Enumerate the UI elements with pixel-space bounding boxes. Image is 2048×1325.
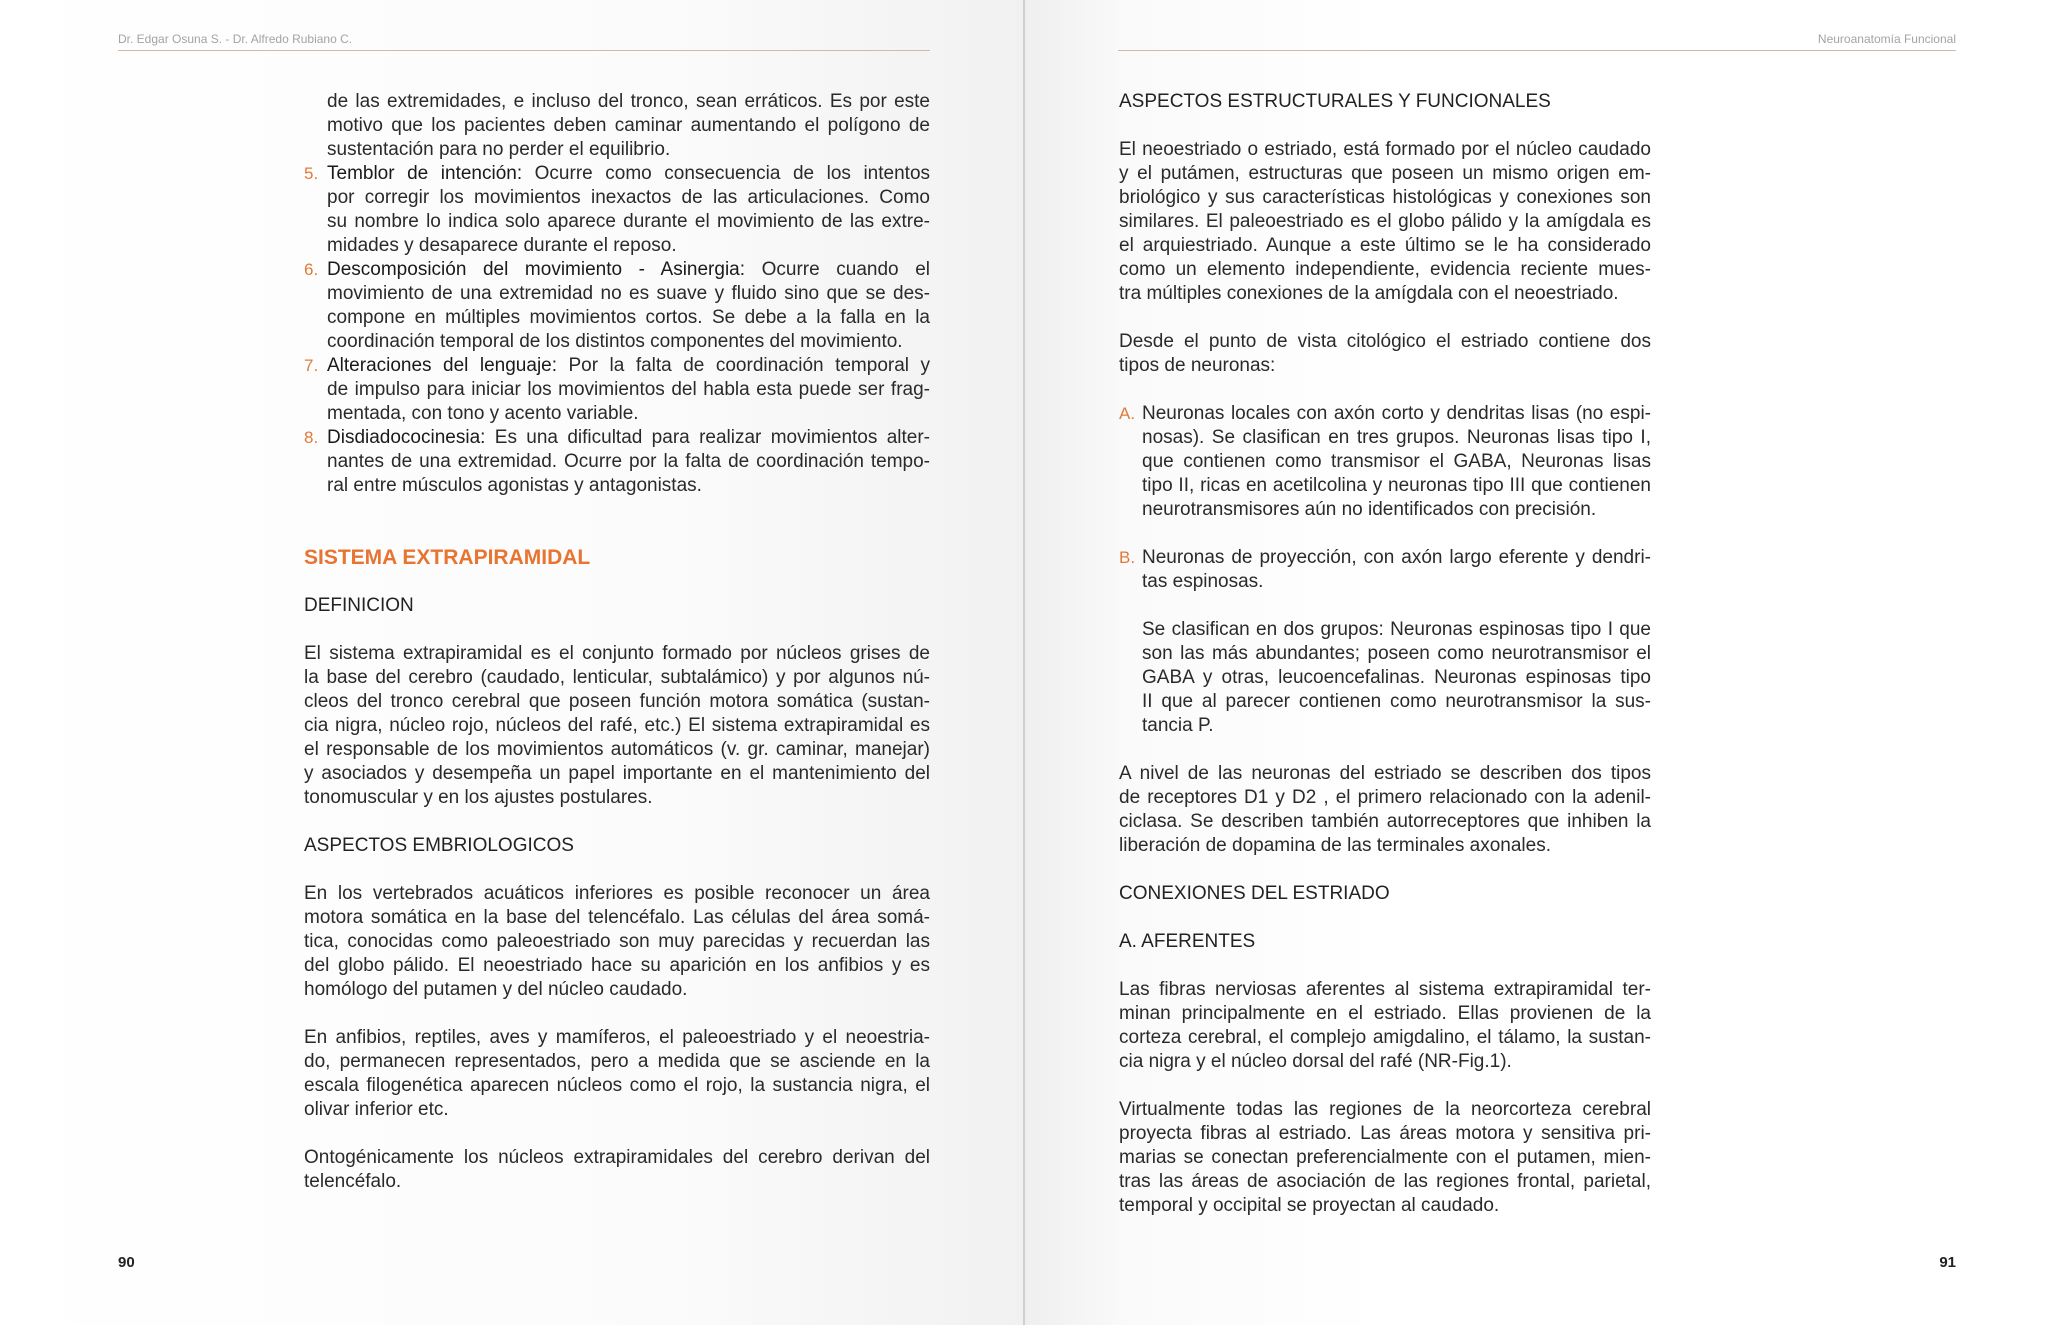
text-line: tas espinosas. xyxy=(1142,571,1264,592)
text-line: do, permanecen representados, pero a medida que se asciende en la xyxy=(304,1051,930,1072)
text-line: Ontogénicamente los núcleos extrapiramidales del cerebro derivan del xyxy=(304,1147,930,1168)
text-line: del globo pálido. El neoestriado hace su aparición en los anfibios y es xyxy=(304,955,930,976)
text-line: de impulso para iniciar los movimientos del habla esta puede ser frag- xyxy=(327,379,930,400)
text-line: tras las áreas de asociación de las regiones frontal, parietal, xyxy=(1119,1171,1651,1192)
text-line: Se clasifican en dos grupos: Neuronas espinosas tipo I que xyxy=(1142,619,1651,640)
text-line: compone en múltiples movimientos cortos. Se debe a la falla en la xyxy=(327,307,930,328)
text-line: telencéfalo. xyxy=(304,1171,402,1192)
text-line: tipo II, ricas en acetilcolina y neuronas tipo III que contienen xyxy=(1142,475,1651,496)
embriologicos-paragraph xyxy=(304,1146,930,1194)
estructurales-paragraph xyxy=(1119,138,1651,306)
text-line: la base del cerebro (caudado, lenticular, subtalámico) y por algunos nú- xyxy=(304,667,930,688)
text-line: cleos del tronco cerebral que poseen función motora somática (sustan- xyxy=(304,691,930,712)
text-line: tra múltiples conexiones de la amígdala con el neoestriado. xyxy=(1119,283,1619,304)
text-line: coordinación temporal de los distintos componentes del movimiento. xyxy=(327,331,903,352)
text-line: ral entre músculos agonistas y antagonistas. xyxy=(327,475,702,496)
text-line: cia nigra, núcleo rojo, núcleos del rafé, etc.) El sistema extrapiramidal es xyxy=(304,715,930,736)
item-term: Alteraciones del lenguaje: xyxy=(327,355,558,376)
text-line: GABA y otras, leucoencefalinas. Neuronas espinosas tipo xyxy=(1142,667,1651,688)
text-line: el arquiestriado. Aunque a este último se le ha considerado xyxy=(1119,235,1651,256)
text-line: nantes de una extremidad. Ocurre por la falta de coordinación tempo- xyxy=(327,451,930,472)
item-number: 5. xyxy=(304,164,319,183)
text-line: por corregir los movimientos inexactos de las articulaciones. Como xyxy=(327,187,930,208)
item-term: Temblor de intención: xyxy=(327,163,523,184)
item-text: Neuronas de proyección, con axón largo eferente y dendri- xyxy=(1142,547,1651,568)
text-line: motivo que los pacientes deben caminar aumentando el polígono de xyxy=(327,115,930,136)
text-line: Virtualmente todas las regiones de la neorcorteza cerebral xyxy=(1119,1099,1651,1120)
text-line: tonomuscular y en los ajustes postulares. xyxy=(304,787,653,808)
text-line: tipos de neuronas: xyxy=(1119,355,1276,376)
item-letter: B. xyxy=(1119,548,1136,567)
item-letter: A. xyxy=(1119,404,1136,423)
item-number: 6. xyxy=(304,260,319,279)
text-line: corteza cerebral, el complejo amigdalino, el tálamo, la sustan- xyxy=(1119,1027,1651,1048)
embriologicos-paragraph xyxy=(304,1026,930,1122)
aferentes-paragraph xyxy=(1119,978,1651,1074)
section-title: SISTEMA EXTRAPIRAMIDAL xyxy=(304,546,591,569)
item-text: Ocurre cuando el xyxy=(745,259,930,280)
text-line: Desde el punto de vista citológico el estriado contiene dos xyxy=(1119,331,1651,352)
numbered-item xyxy=(304,258,930,354)
lettered-item xyxy=(1119,546,1651,738)
text-line: neurotransmisores aún no identificados con precisión. xyxy=(1142,499,1597,520)
text-line: El sistema extrapiramidal es el conjunto formado por núcleos grises de xyxy=(304,643,930,664)
text-line: su nombre lo indica solo aparece durante el movimiento de las extre- xyxy=(327,211,930,232)
text-line: similares. El paleoestriado es el globo pálido y la amígdala es xyxy=(1119,211,1651,232)
item-term: Descomposición del movimiento - Asinergia: xyxy=(327,259,746,280)
text-line: el responsable de los movimientos automáticos (v. gr. caminar, manejar) xyxy=(304,739,930,760)
text-line: ciclasa. Se describen también autorreceptores que inhiben la xyxy=(1119,811,1651,832)
estructurales-heading: ASPECTOS ESTRUCTURALES Y FUNCIONALES xyxy=(1119,91,1551,112)
text-line: movimiento de una extremidad no es suave y fluido sino que se des- xyxy=(327,283,930,304)
aferentes-heading: A. AFERENTES xyxy=(1119,931,1256,952)
text-line: de las extremidades, e incluso del tronco, sean erráticos. Es por este xyxy=(327,91,930,112)
text-line: liberación de dopamina de las terminales axonales. xyxy=(1119,835,1551,856)
text-line: motora somática en la base del telencéfalo. Las células del área somá- xyxy=(304,907,930,928)
text-line: Las fibras nerviosas aferentes al sistema extrapiramidal ter- xyxy=(1119,979,1651,1000)
text-line: En los vertebrados acuáticos inferiores es posible reconocer un área xyxy=(304,883,930,904)
aferentes-paragraph xyxy=(1119,1098,1651,1218)
right-text-column xyxy=(1119,90,1651,1218)
text-line: En anfibios, reptiles, aves y mamíferos, el paleoestriado y el neoestria- xyxy=(304,1027,930,1048)
text-line: proyecta fibras al estriado. Las áreas motora y sensitiva pri- xyxy=(1119,1123,1651,1144)
text-line: son las más abundantes; poseen como neurotransmisor el xyxy=(1142,643,1651,664)
text-line: tica, conocidas como paleoestriado son muy parecidas y recuerdan las xyxy=(304,931,930,952)
text-line: briológico y sus características histológicas y conexiones son xyxy=(1119,187,1651,208)
text-line: de receptores D1 y D2 , el primero relacionado con la adenil- xyxy=(1119,787,1651,808)
right-header-rule xyxy=(1118,50,1956,51)
continuation-text xyxy=(304,90,930,162)
text-line: que contienen como transmisor el GABA, Neuronas lisas xyxy=(1142,451,1651,472)
text-line: El neoestriado o estriado, está formado por el núcleo caudado xyxy=(1119,139,1651,160)
lettered-item xyxy=(1119,402,1651,522)
left-page-number: 90 xyxy=(118,1254,135,1271)
text-line: olivar inferior etc. xyxy=(304,1099,449,1120)
right-page-number: 91 xyxy=(1939,1254,1956,1271)
estructurales-paragraph xyxy=(1119,330,1651,378)
item-number: 8. xyxy=(304,428,319,447)
text-line: mentada, con tono y acento variable. xyxy=(327,403,639,424)
text-line: cia nigra y el núcleo dorsal del rafé (NR-Fig.1). xyxy=(1119,1051,1512,1072)
text-line: II que al parecer contienen como neurotransmisor la sus- xyxy=(1142,691,1651,712)
text-line: escala filogenética aparecen núcleos como el rojo, la sustancia nigra, el xyxy=(304,1075,930,1096)
text-line: homólogo del putamen y del núcleo caudado. xyxy=(304,979,688,1000)
item-text: Ocurre como consecuencia de los intentos xyxy=(522,163,931,184)
text-line: marias se conectan preferencialmente con el putamen, mien- xyxy=(1119,1147,1651,1168)
numbered-item xyxy=(304,426,930,498)
receptores-paragraph xyxy=(1119,762,1651,858)
item-text: Neuronas locales con axón corto y dendritas lisas (no espi- xyxy=(1142,403,1651,424)
item-number: 7. xyxy=(304,356,319,375)
text-line: y asociados y desempeña un papel importante en el mantenimiento del xyxy=(304,763,930,784)
left-header-rule xyxy=(118,50,930,51)
numbered-item xyxy=(304,162,930,258)
definicion-heading: DEFINICION xyxy=(304,595,414,616)
item-text: Por la falta de coordinación temporal y xyxy=(557,355,930,376)
definicion-paragraph xyxy=(304,642,930,810)
left-text-column xyxy=(304,90,930,1194)
text-line: y el putámen, estructuras que poseen un mismo origen em- xyxy=(1119,163,1651,184)
text-line: temporal y occipital se proyectan al caudado. xyxy=(1119,1195,1500,1216)
text-line: nosas). Se clasifican en tres grupos. Neuronas lisas tipo I, xyxy=(1142,427,1651,448)
item-term: Disdiadococinesia: xyxy=(327,427,486,448)
right-running-head: Neuroanatomía Funcional xyxy=(1817,32,1956,46)
embriologicos-heading: ASPECTOS EMBRIOLOGICOS xyxy=(304,835,574,856)
conexiones-heading: CONEXIONES DEL ESTRIADO xyxy=(1119,883,1390,904)
item-text: Es una dificultad para realizar movimientos alter- xyxy=(485,427,930,448)
left-running-head: Dr. Edgar Osuna S. - Dr. Alfredo Rubiano C. xyxy=(118,32,353,46)
numbered-item xyxy=(304,354,930,426)
text-line: como un elemento independiente, evidencia reciente mues- xyxy=(1119,259,1651,280)
text-line: midades y desaparece durante el reposo. xyxy=(327,235,677,256)
embriologicos-paragraph xyxy=(304,882,930,1002)
text-line: minan principalmente en el estriado. Ellas provienen de la xyxy=(1119,1003,1651,1024)
text-line: sustentación para no perder el equilibrio. xyxy=(327,139,671,160)
text-line: A nivel de las neuronas del estriado se describen dos tipos xyxy=(1119,763,1651,784)
text-line: tancia P. xyxy=(1142,715,1214,736)
